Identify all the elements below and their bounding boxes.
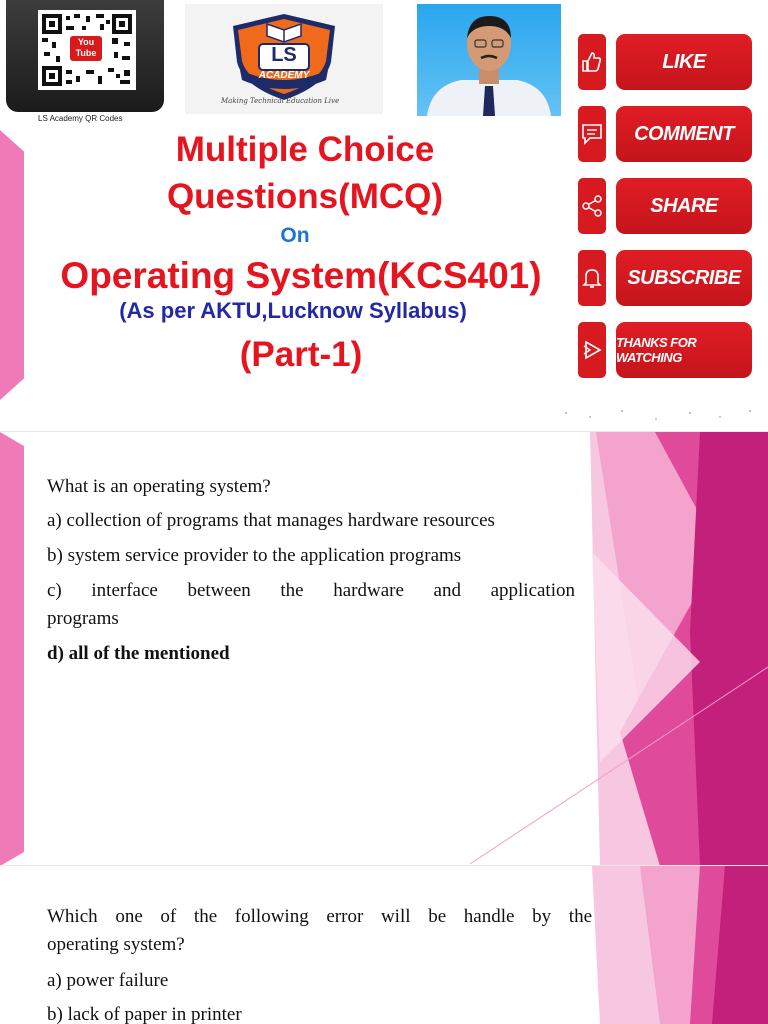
question-1-text: What is an operating system? [47, 476, 271, 497]
qr-caption: LS Academy QR Codes [38, 114, 123, 123]
question-1-answer: d) all of the mentioned [47, 643, 230, 664]
part-title: (Part-1) [239, 335, 363, 374]
bell-icon [578, 250, 606, 306]
title-on: On [280, 224, 310, 247]
decorative-dots [560, 405, 760, 425]
share-button[interactable]: SHARE [616, 178, 752, 234]
syllabus-subtitle: (As per AKTU,Lucknow Syllabus) [119, 298, 467, 323]
question-1-option-c: c) interface between the hardware and application [47, 580, 575, 601]
question-2-text-line-2: operating system? [47, 934, 185, 955]
subject-title: Operating System(KCS401) [60, 255, 542, 296]
presenter-photo [417, 4, 561, 116]
logo-text: LS [271, 44, 297, 66]
question-slide-1 [0, 432, 768, 866]
question-2-option-b: b) lack of paper in printer [47, 1004, 242, 1024]
subscribe-button[interactable]: SUBSCRIBE [616, 250, 752, 306]
thumbs-up-icon [578, 34, 606, 90]
qr-code-panel [6, 0, 164, 112]
comment-button[interactable]: COMMENT [616, 106, 752, 162]
title-line-2: Questions(MCQ) [166, 177, 444, 216]
question-2-text-line-1: Which one of the following error will be handle by the [47, 906, 592, 927]
thanks-for-watching-button[interactable]: THANKS FOR WATCHING [616, 322, 752, 378]
comment-icon [578, 106, 606, 162]
share-icon [578, 178, 606, 234]
question-1-option-a: a) collection of programs that manages hardware resources [47, 510, 495, 531]
like-button[interactable]: LIKE [616, 34, 752, 90]
title-slide [0, 0, 768, 432]
question-slide-2 [0, 866, 768, 1024]
title-line-1: Multiple Choice [175, 130, 435, 169]
question-2-option-a: a) power failure [47, 970, 169, 991]
qr-code [38, 10, 136, 90]
question-1-option-c-continued: programs [47, 608, 119, 629]
logo-tagline: Making Technical Education Live [221, 97, 340, 105]
logo-arc-text: ACADEMY [258, 70, 310, 81]
person-icon [417, 4, 561, 116]
play-icon [578, 322, 606, 378]
youtube-logo-icon: You Tube [70, 36, 102, 61]
question-1-option-b: b) system service provider to the application programs [47, 545, 462, 566]
ls-academy-logo [185, 4, 383, 114]
